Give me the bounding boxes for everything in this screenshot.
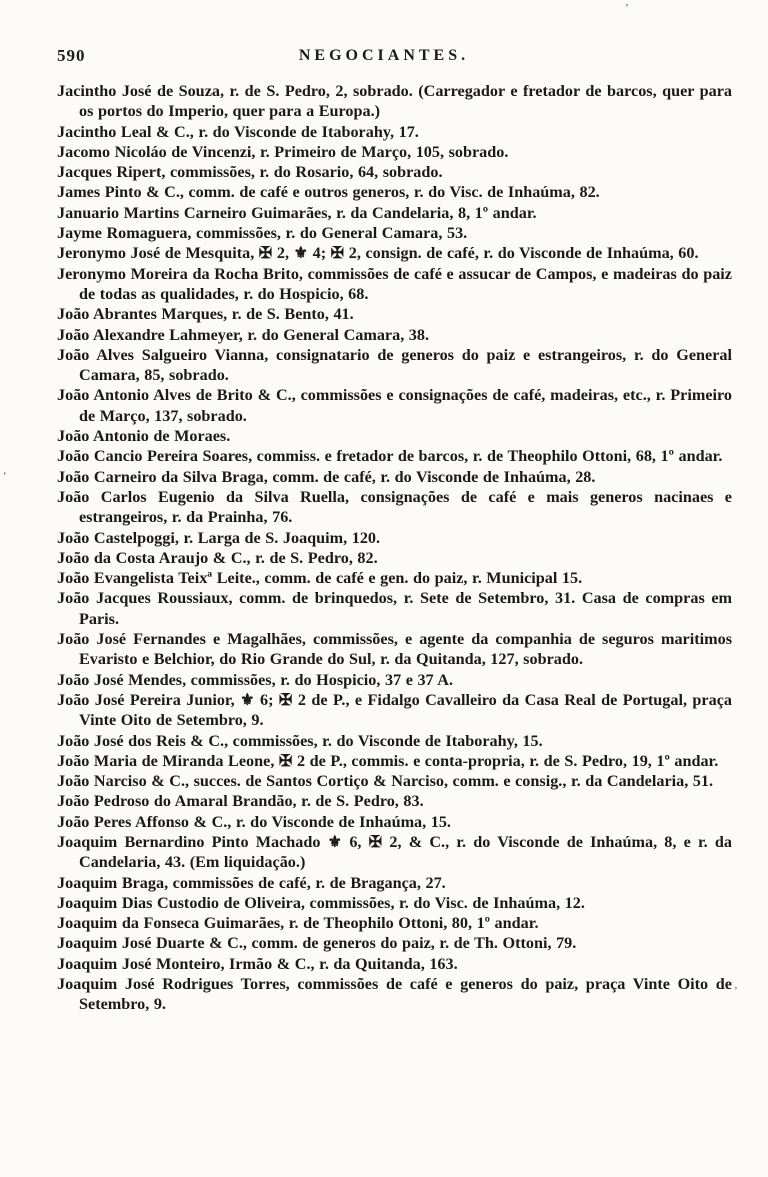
directory-entry: Januario Martins Carneiro Guimarães, r. da Candelaria, 8, 1º andar. — [57, 203, 537, 222]
directory-entry: João Jacques Roussiaux, comm. de brinquedos, r. Sete de Setembro, 31. Casa de compras em Paris. — [57, 589, 732, 628]
directory-entry: João Antonio Alves de Brito & C., commissões e consignações de café, madeiras, etc., r. Primeiro de Março, 137, sobrado. — [57, 386, 732, 425]
page-number: 590 — [57, 46, 86, 65]
scan-artifact: ’ — [734, 985, 738, 997]
directory-entry: João Alves Salgueiro Vianna, consignatario de generos do paiz e estrangeiros, r. do General Camara, 85, sobrado. — [57, 345, 732, 385]
directory-entry: Jacintho Leal & C., r. do Visconde de Itaborahy, 17. — [57, 122, 419, 141]
directory-entry: João Alexandre Lahmeyer, r. do General Camara, 38. — [57, 325, 430, 344]
directory-entry: Joaquim José Monteiro, Irmão & C., r. da Quitanda, 163. — [57, 954, 458, 973]
directory-entry: Jacques Ripert, commissões, r. do Rosario, 64, sobrado. — [57, 163, 443, 182]
directory-entry: Joaquim Dias Custodio de Oliveira, commissões, r. do Visc. de Inhaúma, 12. — [57, 893, 585, 912]
directory-entry: João Peres Affonso & C., r. do Visconde de Inhaúma, 15. — [57, 812, 451, 831]
directory-entry: João José Mendes, commissões, r. do Hospicio, 37 e 37 A. — [57, 670, 454, 689]
entries-list — [57, 81, 732, 1015]
directory-entry: João José Pereira Junior, ⚜ 6; ✠ 2 de P., e Fidalgo Cavalleiro da Casa Real de Portugal, praça Vinte Oito de Setembro, 9. — [57, 690, 732, 730]
page-title: NEGOCIANTES. — [298, 47, 470, 64]
directory-entry: João Narciso & C., succes. de Santos Cortiço & Narciso, comm. e consig., r. da Candelaria, 51. — [57, 772, 714, 791]
directory-entry: João da Costa Araujo & C., r. de S. Pedro, 82. — [57, 548, 378, 567]
scan-artifact: ‘ — [3, 470, 7, 482]
scan-artifact: ’ — [625, 2, 629, 14]
directory-entry: Jacomo Nicoláo de Vincenzi, r. Primeiro de Março, 105, sobrado. — [57, 142, 509, 161]
directory-entry: Joaquim José Duarte & C., comm. de generos do paiz, r. de Th. Ottoni, 79. — [57, 934, 577, 953]
directory-entry: João Carlos Eugenio da Silva Ruella, consignações de café e mais generos nacinaes e estrangeiros, r. da Prainha, 76. — [57, 487, 732, 527]
directory-entry: João José dos Reis & C., commissões, r. do Visconde de Itaborahy, 15. — [57, 731, 543, 750]
directory-entry: Joaquim da Fonseca Guimarães, r. de Theophilo Ottoni, 80, 1º andar. — [57, 914, 539, 933]
directory-entry: João Carneiro da Silva Braga, comm. de café, r. do Visconde de Inhaúma, 28. — [57, 467, 596, 486]
directory-entry: James Pinto & C., comm. de café e outros generos, r. do Visc. de Inhaúma, 82. — [57, 183, 600, 202]
directory-entry: João Maria de Miranda Leone, ✠ 2 de P., commis. e conta-propria, r. de S. Pedro, 19, 1º andar. — [57, 751, 719, 770]
directory-entry: João Evangelista Teixª Leite., comm. de café e gen. do paiz, r. Municipal 15. — [57, 569, 583, 588]
directory-entry: Joaquim Braga, commissões de café, r. de Bragança, 27. — [57, 873, 446, 892]
directory-entry: Jeronymo Moreira da Rocha Brito, commissões de café e assucar de Campos, e madeiras do paiz de todas as qualidades, r. do Hospicio, 68. — [57, 264, 732, 303]
directory-entry: João Cancio Pereira Soares, commiss. e fretador de barcos, r. de Theophilo Ottoni, 68, 1º andar. — [57, 447, 723, 466]
directory-entry: João Castelpoggi, r. Larga de S. Joaquim, 120. — [57, 528, 381, 547]
directory-entry: Jayme Romaguera, commissões, r. do General Camara, 53. — [57, 224, 468, 243]
directory-entry: João José Fernandes e Magalhães, commissões, e agente da companhia de seguros maritimos Evaristo e Belchior, do Rio Grande do Sul, r. da Quitanda, 127, sobrado. — [57, 630, 732, 669]
directory-entry: Jacintho José de Souza, r. de S. Pedro, 2, sobrado. (Carregador e fretador de barcos, quer para os portos do Imperio, quer para a Europa.) — [57, 82, 732, 121]
directory-entry: João Pedroso do Amaral Brandão, r. de S. Pedro, 83. — [57, 792, 424, 811]
directory-entry: João Abrantes Marques, r. de S. Bento, 41. — [57, 305, 354, 324]
directory-entry: Jeronymo José de Mesquita, ✠ 2, ⚜ 4; ✠ 2, consign. de café, r. do Visconde de Inhaúma, 60. — [57, 244, 699, 263]
directory-entry: Joaquim Bernardino Pinto Machado ⚜ 6, ✠ 2, & C., r. do Visconde de Inhaúma, 8, e r. da Candelaria, 43. (Em liquidação.) — [57, 832, 732, 872]
directory-entry: Joaquim José Rodrigues Torres, commissões de café e generos do paiz, praça Vinte Oito de Setembro, 9. — [57, 975, 732, 1014]
directory-entry: João Antonio de Moraes. — [57, 427, 231, 446]
